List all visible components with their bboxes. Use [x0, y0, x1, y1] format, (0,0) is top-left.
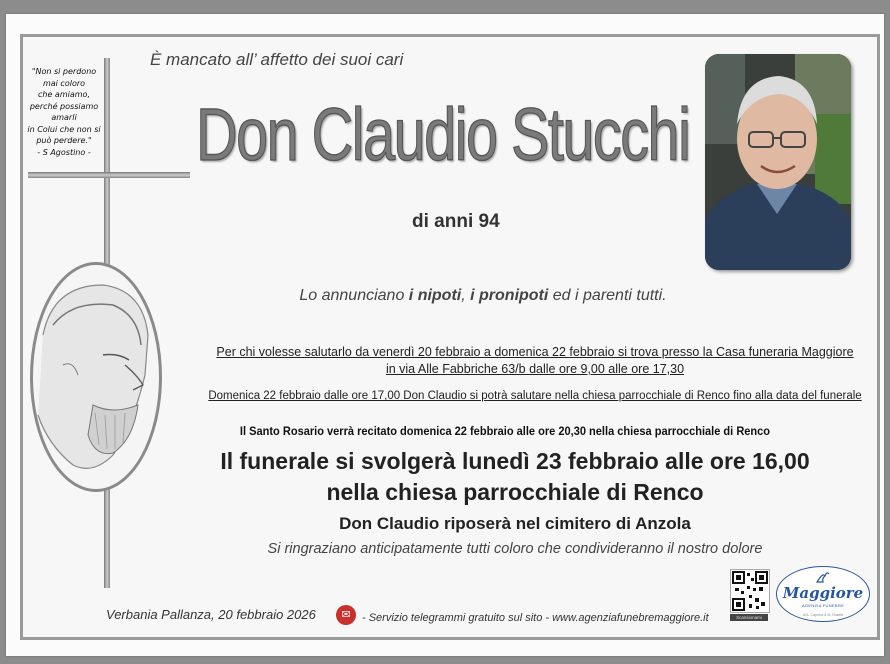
deceased-photo — [705, 54, 851, 270]
cross-horizontal-beam — [28, 172, 190, 178]
visitation-line: in via Alle Fabbriche 63/b dalle ore 9,00 alle ore 17,30 — [385, 362, 685, 376]
quote-attribution: - S Agostino - — [37, 147, 91, 157]
burial-info: Don Claudio riposerà nel cimitero di Anzola — [339, 514, 691, 533]
quote-line: in Colui che non si — [27, 124, 101, 134]
quote-line: può perdere." — [36, 136, 92, 145]
announcement-pronipoti: i pronipoti — [470, 287, 549, 304]
qr-code-icon — [731, 570, 769, 612]
place-and-date: Verbania Pallanza, 20 febbraio 2026 — [106, 607, 316, 622]
saint-augustine-quote — [24, 66, 104, 158]
portrait-photo — [705, 54, 851, 270]
visitation-line: Per chi volesse salutarlo da venerdì 20 febbraio a domenica 22 febbraio si trova presso la Casa funeraria Maggiore — [216, 345, 854, 359]
deceased-name: Don Claudio Stucchi — [196, 93, 690, 176]
telegram-service-link[interactable]: - Servizio telegrammi gratuito sul sito - www.agenziafunebremaggiore.it — [362, 612, 709, 624]
logo-owners: di A. Caprera & M. Rosetti — [802, 613, 844, 617]
swan-icon — [813, 570, 833, 584]
funeral-date: Il funerale si svolgerà lunedì 23 febbraio alle ore 16,00 — [220, 448, 810, 474]
announcement-nipoti: i nipoti — [408, 287, 462, 304]
intro-text: È mancato all’ affetto dei suoi cari — [150, 50, 404, 69]
quote-line: perché possiamo — [29, 101, 99, 111]
logo-name: Maggiore — [782, 584, 864, 602]
agency-logo — [776, 566, 870, 622]
qr-code[interactable] — [730, 569, 770, 613]
logo-subtitle: AGENZIA FUNEBRE — [801, 603, 845, 608]
rosary-info: Il Santo Rosario verrà recitato domenica 22 febbraio alle ore 20,30 nella chiesa parrocchiale di Renco — [239, 424, 771, 438]
quote-line: mai coloro — [42, 78, 86, 88]
telegram-icon: ✉ — [336, 605, 356, 625]
funeral-place: nella chiesa parrocchiale di Renco — [326, 479, 704, 505]
announcement-prefix: Lo annunciano — [299, 287, 409, 304]
quote-line: che amiamo, — [38, 90, 90, 99]
quote-line: amarli — [51, 113, 77, 122]
announcement — [0, 287, 890, 305]
quote-line: "Non si perdono — [31, 67, 97, 76]
thanks-text: Si ringraziano anticipatamente tutti coloro che condivideranno il nostro dolore — [267, 541, 763, 557]
church-visit-info: Domenica 22 febbraio dalle ore 17,00 Don Claudio si potrà salutare nella chiesa parrocchiale di Renco fino alla data del funerale — [208, 390, 862, 402]
deceased-age: di anni 94 — [412, 211, 500, 232]
announcement-separator: , — [461, 287, 471, 304]
qr-scan-label: Scansionami — [730, 614, 768, 621]
announcement-suffix: ed i parenti tutti. — [548, 287, 667, 304]
visitation-info — [190, 344, 880, 378]
